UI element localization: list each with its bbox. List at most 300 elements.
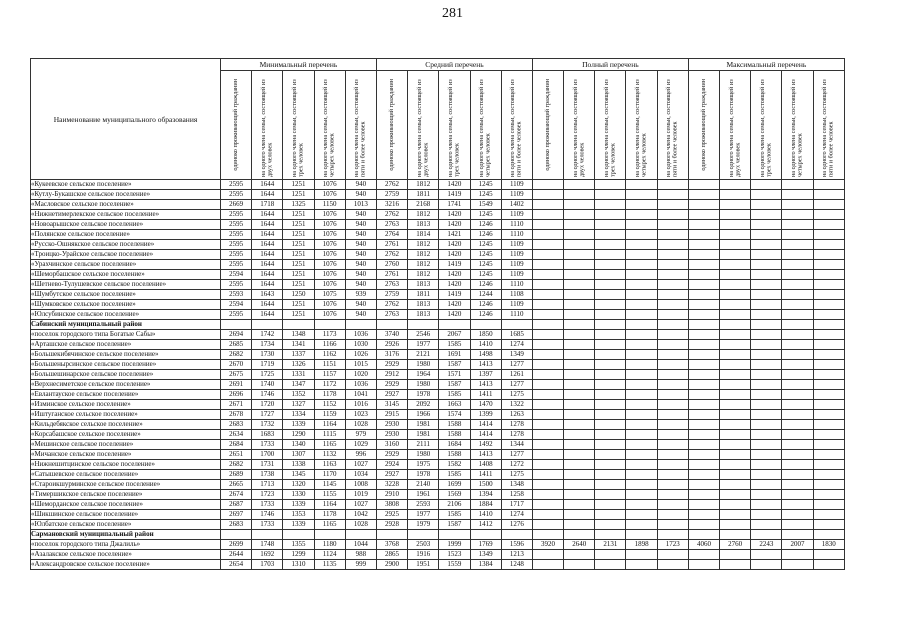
value-cell (782, 470, 813, 480)
value-cell: 2762 (376, 210, 407, 220)
value-cell: 1159 (314, 410, 345, 420)
value-cell (345, 530, 376, 540)
value-cell (564, 260, 595, 270)
value-cell (532, 510, 563, 520)
value-cell: 2669 (221, 200, 252, 210)
value-cell (720, 520, 751, 530)
subcolumn-header-label: на одного члена семьи, состоящей из пяти и более человек (353, 79, 367, 177)
value-cell (532, 350, 563, 360)
value-cell: 1588 (439, 430, 470, 440)
value-cell (564, 210, 595, 220)
value-cell: 1419 (439, 290, 470, 300)
value-cell: 1977 (408, 510, 439, 520)
subcolumn-header-label: на одного члена семьи, состоящей из двух человек (727, 79, 742, 177)
value-cell (720, 280, 751, 290)
value-cell: 1347 (283, 380, 314, 390)
value-cell (564, 390, 595, 400)
value-cell (751, 520, 782, 530)
value-cell (564, 230, 595, 240)
value-cell (688, 430, 719, 440)
value-cell: 2168 (408, 200, 439, 210)
value-cell (626, 440, 657, 450)
value-cell (813, 470, 844, 480)
value-cell: 1413 (470, 450, 501, 460)
value-cell (626, 190, 657, 200)
value-cell: 1251 (283, 180, 314, 190)
value-cell: 2930 (376, 430, 407, 440)
value-cell (813, 350, 844, 360)
value-cell (595, 260, 626, 270)
value-cell (688, 300, 719, 310)
value-cell: 1109 (501, 240, 532, 250)
value-cell: 1644 (252, 190, 283, 200)
value-cell: 1644 (252, 230, 283, 240)
value-cell (595, 480, 626, 490)
municipality-name: «Нижнетимерлекское сельское поселение» (31, 210, 221, 220)
value-cell (532, 530, 563, 540)
value-cell: 1110 (501, 310, 532, 320)
value-cell (532, 410, 563, 420)
value-cell: 2925 (376, 510, 407, 520)
value-cell (813, 210, 844, 220)
table-row (31, 420, 845, 430)
value-cell: 1307 (283, 450, 314, 460)
value-cell: 1338 (283, 460, 314, 470)
value-cell: 2595 (221, 260, 252, 270)
value-cell (626, 520, 657, 530)
value-cell (595, 220, 626, 230)
value-cell: 940 (345, 240, 376, 250)
value-cell (657, 320, 688, 330)
value-cell: 1172 (314, 380, 345, 390)
value-cell: 2131 (595, 540, 626, 550)
value-cell: 1076 (314, 230, 345, 240)
value-cell: 1740 (252, 380, 283, 390)
value-cell (564, 190, 595, 200)
value-cell (720, 510, 751, 520)
subcolumn-header-minimal-3 (283, 71, 314, 180)
value-cell: 1979 (408, 520, 439, 530)
value-cell (408, 320, 439, 330)
value-cell: 2670 (221, 360, 252, 370)
value-cell: 2691 (221, 380, 252, 390)
value-cell (688, 460, 719, 470)
value-cell (626, 350, 657, 360)
value-cell (751, 490, 782, 500)
value-cell (595, 510, 626, 520)
value-cell (532, 500, 563, 510)
value-cell (595, 230, 626, 240)
value-cell (532, 450, 563, 460)
value-cell: 2674 (221, 490, 252, 500)
value-cell: 1738 (252, 470, 283, 480)
value-cell (782, 400, 813, 410)
value-cell: 2595 (221, 230, 252, 240)
value-cell (657, 490, 688, 500)
value-cell (751, 190, 782, 200)
value-cell: 2106 (439, 500, 470, 510)
value-cell (751, 200, 782, 210)
value-cell (564, 560, 595, 570)
subcolumn-header-maximal-4 (782, 71, 813, 180)
value-cell: 1733 (252, 500, 283, 510)
value-cell: 2595 (221, 190, 252, 200)
value-cell (751, 470, 782, 480)
value-cell: 1124 (314, 550, 345, 560)
table-row (31, 560, 845, 570)
value-cell (626, 260, 657, 270)
value-cell (626, 410, 657, 420)
value-cell (751, 380, 782, 390)
value-cell (782, 460, 813, 470)
value-cell (564, 250, 595, 260)
value-cell (720, 260, 751, 270)
municipality-name: «Нижнешитцинское сельское поселение» (31, 460, 221, 470)
value-cell: 1213 (501, 550, 532, 560)
value-cell (532, 440, 563, 450)
value-cell: 1165 (314, 440, 345, 450)
value-cell (626, 480, 657, 490)
value-cell (532, 180, 563, 190)
table-row (31, 500, 845, 510)
value-cell (782, 180, 813, 190)
value-cell (657, 270, 688, 280)
subcolumn-header-label: одиноко проживающий гражданин (699, 79, 707, 171)
value-cell (688, 360, 719, 370)
value-cell: 1733 (252, 440, 283, 450)
subcolumn-header-label: на одного члена семьи, состоящей из трех человек (602, 79, 617, 177)
value-cell: 1019 (345, 490, 376, 500)
value-cell: 1310 (283, 560, 314, 570)
value-cell: 1250 (283, 290, 314, 300)
value-cell (595, 410, 626, 420)
value-cell: 1644 (252, 300, 283, 310)
value-cell (595, 360, 626, 370)
value-cell: 2594 (221, 270, 252, 280)
value-cell (657, 230, 688, 240)
value-cell (782, 360, 813, 370)
value-cell (813, 550, 844, 560)
value-cell: 1813 (408, 300, 439, 310)
value-cell (751, 370, 782, 380)
value-cell (751, 250, 782, 260)
value-cell (720, 390, 751, 400)
subcolumn-header-label: на одного члена семьи, состоящей из трех человек (446, 79, 461, 177)
value-cell (595, 550, 626, 560)
value-cell (657, 530, 688, 540)
value-cell: 1419 (439, 190, 470, 200)
municipality-name: «Сатышевское сельское поселение» (31, 470, 221, 480)
value-cell: 1246 (470, 300, 501, 310)
value-cell: 1151 (314, 360, 345, 370)
value-cell: 1812 (408, 180, 439, 190)
value-cell: 1076 (314, 250, 345, 260)
value-cell: 1322 (501, 400, 532, 410)
value-cell: 2684 (221, 440, 252, 450)
table-row (31, 370, 845, 380)
value-cell (532, 460, 563, 470)
value-cell (720, 310, 751, 320)
value-cell: 2926 (376, 340, 407, 350)
value-cell: 2682 (221, 350, 252, 360)
value-cell: 1016 (345, 400, 376, 410)
value-cell (751, 320, 782, 330)
value-cell (720, 250, 751, 260)
value-cell: 1741 (439, 200, 470, 210)
value-cell: 2503 (408, 540, 439, 550)
value-cell: 1330 (283, 490, 314, 500)
value-cell: 1978 (408, 390, 439, 400)
value-cell (532, 330, 563, 340)
value-cell: 3740 (376, 330, 407, 340)
value-cell (782, 490, 813, 500)
value-cell (720, 270, 751, 280)
value-cell (751, 440, 782, 450)
municipality-name: «поселок городского типа Богатые Сабы» (31, 330, 221, 340)
value-cell (595, 310, 626, 320)
value-cell: 1263 (501, 410, 532, 420)
value-cell: 1811 (408, 290, 439, 300)
value-cell: 1644 (252, 280, 283, 290)
value-cell: 1261 (501, 370, 532, 380)
value-cell: 1076 (314, 270, 345, 280)
value-cell (720, 220, 751, 230)
value-cell: 940 (345, 310, 376, 320)
value-cell (626, 380, 657, 390)
value-cell (657, 470, 688, 480)
value-cell (720, 210, 751, 220)
value-cell: 1178 (314, 510, 345, 520)
value-cell (720, 450, 751, 460)
value-cell (532, 270, 563, 280)
value-cell (376, 530, 407, 540)
value-cell (657, 250, 688, 260)
value-cell (813, 530, 844, 540)
value-cell: 2929 (376, 360, 407, 370)
table-row (31, 460, 845, 470)
value-cell: 1348 (283, 330, 314, 340)
value-cell: 1585 (439, 510, 470, 520)
value-cell: 1699 (439, 480, 470, 490)
value-cell: 2689 (221, 470, 252, 480)
value-cell (657, 460, 688, 470)
value-cell: 1165 (314, 520, 345, 530)
value-cell: 1246 (470, 230, 501, 240)
subcolumn-header-full-5 (657, 71, 688, 180)
municipality-name: «Кильдебякское сельское поселение» (31, 420, 221, 430)
value-cell: 1245 (470, 270, 501, 280)
value-cell (626, 230, 657, 240)
value-cell (626, 250, 657, 260)
value-cell (532, 370, 563, 380)
value-cell: 2546 (408, 330, 439, 340)
value-cell: 1587 (439, 360, 470, 370)
municipality-name: «Азалакское сельское поселение» (31, 550, 221, 560)
value-cell: 1813 (408, 280, 439, 290)
value-cell: 1251 (283, 240, 314, 250)
value-cell (782, 370, 813, 380)
value-cell (564, 330, 595, 340)
value-cell (657, 220, 688, 230)
value-cell (626, 270, 657, 280)
value-cell (813, 400, 844, 410)
value-cell: 2634 (221, 430, 252, 440)
value-cell: 1723 (657, 540, 688, 550)
value-cell (657, 280, 688, 290)
value-cell: 1420 (439, 300, 470, 310)
table-row (31, 390, 845, 400)
value-cell: 1352 (283, 390, 314, 400)
value-cell: 1020 (345, 370, 376, 380)
value-cell (564, 310, 595, 320)
value-cell (626, 340, 657, 350)
value-cell (314, 320, 345, 330)
value-cell (501, 320, 532, 330)
value-cell (720, 330, 751, 340)
value-cell: 1029 (345, 440, 376, 450)
value-cell (564, 400, 595, 410)
value-cell: 3808 (376, 500, 407, 510)
value-cell (688, 390, 719, 400)
value-cell: 2007 (782, 540, 813, 550)
value-cell (532, 490, 563, 500)
value-cell: 1644 (252, 240, 283, 250)
value-cell: 1414 (470, 420, 501, 430)
value-cell: 2595 (221, 310, 252, 320)
table-row (31, 550, 845, 560)
value-cell: 1251 (283, 250, 314, 260)
value-cell: 2685 (221, 340, 252, 350)
subcolumn-header-average-4 (470, 71, 501, 180)
value-cell: 1420 (439, 310, 470, 320)
group-header-full: Полный перечень (532, 59, 688, 71)
value-cell (813, 260, 844, 270)
value-cell (595, 280, 626, 290)
value-cell (813, 420, 844, 430)
value-cell (564, 270, 595, 280)
value-cell: 1420 (439, 280, 470, 290)
value-cell (782, 510, 813, 520)
value-cell (657, 550, 688, 560)
value-cell (564, 450, 595, 460)
value-cell: 1275 (501, 390, 532, 400)
value-cell (782, 280, 813, 290)
value-cell: 1420 (439, 210, 470, 220)
value-cell: 1030 (345, 340, 376, 350)
table-row (31, 230, 845, 240)
value-cell (314, 530, 345, 540)
value-cell: 1340 (283, 440, 314, 450)
value-cell (657, 190, 688, 200)
table-row (31, 260, 845, 270)
value-cell: 1813 (408, 220, 439, 230)
municipality-name: «Шетнево-Тулушевское сельское поселение» (31, 280, 221, 290)
value-cell (688, 500, 719, 510)
value-cell: 2699 (221, 540, 252, 550)
value-cell: 1135 (314, 560, 345, 570)
value-cell (564, 550, 595, 560)
value-cell: 1498 (470, 350, 501, 360)
municipality-name: Сабинский муниципальный район (31, 320, 221, 330)
municipality-name: «Шикшинское сельское поселение» (31, 510, 221, 520)
value-cell (688, 370, 719, 380)
value-cell (782, 390, 813, 400)
value-cell: 940 (345, 210, 376, 220)
value-cell: 1034 (345, 470, 376, 480)
municipality-name: «Масловское сельское поселение» (31, 200, 221, 210)
value-cell: 1500 (470, 480, 501, 490)
value-cell: 1644 (252, 270, 283, 280)
value-cell (751, 560, 782, 570)
value-cell (720, 380, 751, 390)
value-cell: 940 (345, 230, 376, 240)
value-cell (688, 240, 719, 250)
value-cell (626, 280, 657, 290)
value-cell (626, 430, 657, 440)
value-cell (564, 460, 595, 470)
value-cell: 1044 (345, 540, 376, 550)
value-cell: 1109 (501, 270, 532, 280)
value-cell (626, 200, 657, 210)
value-cell (688, 510, 719, 520)
value-cell: 2595 (221, 180, 252, 190)
value-cell (813, 320, 844, 330)
value-cell: 1742 (252, 330, 283, 340)
value-cell (720, 300, 751, 310)
value-cell (813, 250, 844, 260)
group-header-minimal: Минимальный перечень (221, 59, 377, 71)
value-cell (688, 230, 719, 240)
value-cell: 2865 (376, 550, 407, 560)
value-cell (532, 420, 563, 430)
value-cell (782, 210, 813, 220)
value-cell: 1109 (501, 190, 532, 200)
value-cell (751, 340, 782, 350)
value-cell: 3216 (376, 200, 407, 210)
value-cell (564, 410, 595, 420)
value-cell: 1523 (439, 550, 470, 560)
table-row (31, 440, 845, 450)
value-cell: 2761 (376, 240, 407, 250)
value-cell (626, 390, 657, 400)
value-cell (751, 460, 782, 470)
value-cell: 2763 (376, 280, 407, 290)
value-cell: 1076 (314, 280, 345, 290)
value-cell (782, 420, 813, 430)
value-cell (626, 470, 657, 480)
value-cell (657, 440, 688, 450)
value-cell (813, 510, 844, 520)
value-cell (564, 220, 595, 230)
value-cell: 1720 (252, 400, 283, 410)
value-cell: 1663 (439, 400, 470, 410)
value-cell (657, 400, 688, 410)
value-cell (532, 220, 563, 230)
value-cell (564, 360, 595, 370)
value-cell (595, 330, 626, 340)
value-cell (720, 430, 751, 440)
value-cell: 1339 (283, 500, 314, 510)
value-cell: 1644 (252, 250, 283, 260)
value-cell: 2929 (376, 380, 407, 390)
value-cell: 1703 (252, 560, 283, 570)
value-cell: 2665 (221, 480, 252, 490)
value-cell: 1812 (408, 270, 439, 280)
value-cell (564, 380, 595, 390)
value-cell (626, 530, 657, 540)
value-cell: 1248 (501, 560, 532, 570)
value-cell: 3145 (376, 400, 407, 410)
